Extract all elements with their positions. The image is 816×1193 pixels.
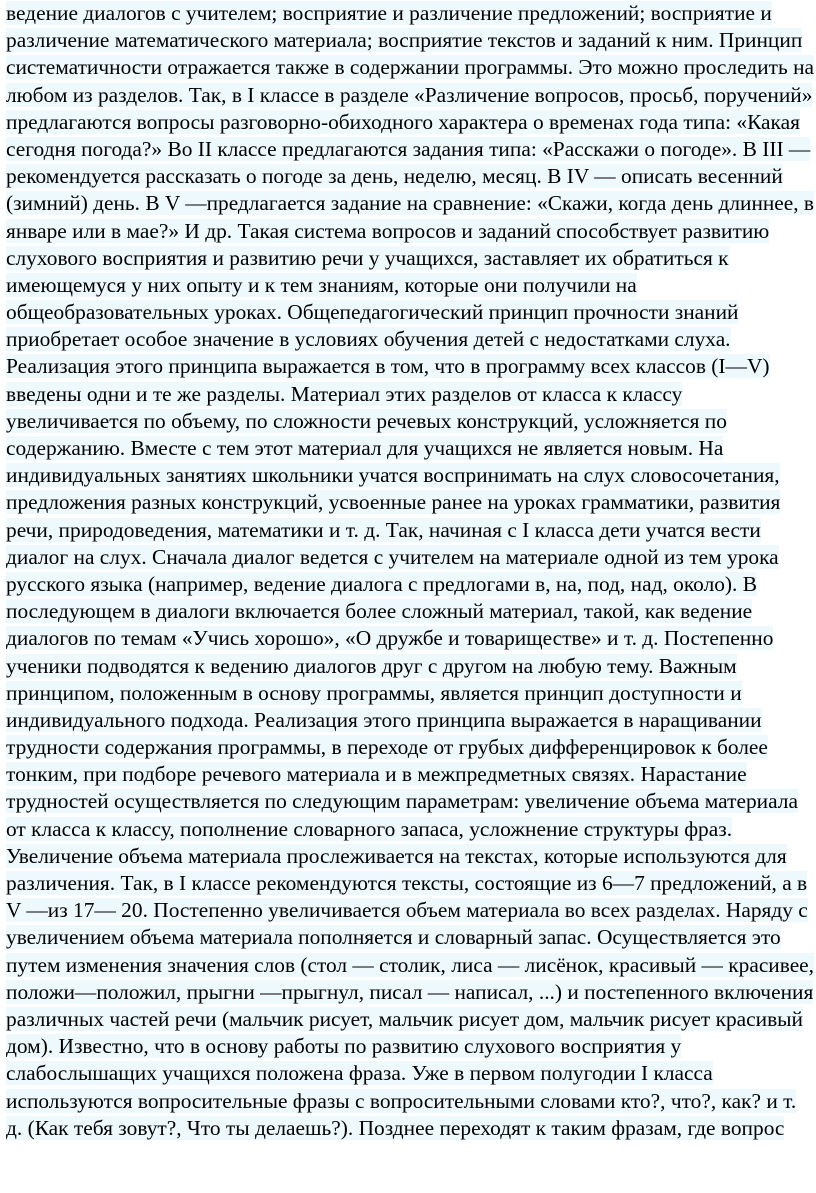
text-line: [6, 680, 814, 707]
text-line: [6, 952, 813, 979]
text-line-content: речи, природоведения, математики и т. д. Так, начиная с I класса дети учатся вести: [6, 517, 761, 542]
text-line-content: сегодня погода?» Во II классе предлагаются задания типа: «Расскажи о погоде». В III —: [6, 136, 811, 161]
text-line-content: тонким, при подборе речевого материала и в межпредметных связях. Нарастание: [6, 762, 747, 787]
text-line: [6, 326, 814, 353]
text-line: [6, 381, 814, 408]
text-line: [6, 707, 814, 734]
text-line: [6, 571, 814, 598]
text-line-content: январе или в мае?» И др. Такая система вопросов и заданий способствует развитию: [6, 218, 770, 243]
text-line: [6, 734, 814, 761]
text-line-content: диалогов по темам «Учись хорошо», «О дружбе и товариществе» и т. д. Постепенно: [6, 626, 774, 651]
text-line-content: различных частей речи (мальчик рисует, мальчик рисует дом, мальчик рисует красивый: [6, 1006, 804, 1031]
text-line: [6, 788, 814, 815]
text-line: [6, 245, 814, 272]
text-line: [6, 653, 814, 680]
text-line: [6, 897, 814, 924]
text-line: [6, 218, 814, 245]
text-line: [6, 109, 814, 136]
text-line-content: систематичности отражается также в содержании программы. Это можно проследить на: [6, 55, 815, 80]
text-line-content: ученики подводятся к ведению диалогов друг с другом на любую тему. Важным: [6, 653, 737, 678]
text-line-content: содержанию. Вместе с тем этот материал для учащихся не является новым. На: [6, 436, 724, 460]
text-line-content: дом). Известно, что в основу работы по развитию слухового восприятия у: [6, 1034, 682, 1059]
text-line: [6, 299, 814, 326]
text-line-content: трудностей осуществляется по следующим параметрам: увеличение объема материала: [6, 789, 798, 814]
text-line: [6, 843, 814, 870]
text-line-content: Увеличение объема материала прослеживается на текстах, которые используются для: [6, 843, 787, 868]
text-line: [6, 54, 814, 81]
text-line-content: индивидуальных занятиях школьники учатся воспринимать на слух словосочетания,: [6, 463, 780, 488]
text-line: [6, 353, 814, 380]
text-line: [6, 1060, 814, 1087]
text-line-content: Реализация этого принципа выражается в том, что в программу всех классов (I—V): [6, 354, 770, 379]
text-line-content: русского языка (например, ведение диалога с предлогами в, на, под, над, около). В: [6, 571, 758, 596]
text-line-content: имеющемуся у них опыту и к тем знаниям, которые они получили на: [6, 272, 637, 297]
text-line: [6, 1006, 814, 1033]
text-line-content: рекомендуется рассказать о погоде за день, неделю, месяц. В IV — описать весенний: [6, 164, 783, 189]
text-line: [6, 462, 814, 489]
text-line: [6, 1088, 814, 1115]
text-line-content: предложения разных конструкций, усвоенные ранее на уроках грамматики, развития: [6, 490, 781, 515]
text-line-content: д. (Как тебя зовут?, Что ты делаешь?). Позднее переходят к таким фразам, где вопрос: [6, 1115, 785, 1140]
text-line: [6, 1033, 814, 1060]
text-line: [6, 517, 814, 544]
text-line: [6, 27, 814, 54]
text-line: [6, 816, 814, 843]
text-line: [6, 163, 814, 190]
text-line-content: ведение диалогов с учителем; восприятие и различение предложений; восприятие и: [6, 1, 772, 25]
text-line: [6, 625, 814, 652]
text-line-content: (зимний) день. В V —предлагается задание на сравнение: «Скажи, когда день длиннее, в: [6, 191, 814, 216]
text-line-content: приобретает особое значение в условиях обучения детей с недостатками слуха.: [6, 327, 731, 352]
text-line-content: слабослышащих учащихся положена фраза. Уже в первом полугодии I класса: [6, 1061, 713, 1086]
text-line: [6, 598, 814, 625]
text-line: [6, 870, 814, 897]
text-line-content: используются вопросительные фразы с вопросительными словами кто?, что?, как? и т.: [6, 1088, 797, 1113]
text-line-content: последующем в диалоги включается более сложный материал, такой, как ведение: [6, 599, 753, 624]
text-line-content: введены одни и те же разделы. Материал этих разделов от класса к классу: [6, 381, 683, 406]
text-line: [6, 136, 814, 163]
text-line: [6, 272, 814, 299]
text-line-content: любом из разделов. Так, в I классе в разделе «Различение вопросов, просьб, поручений»: [6, 82, 813, 107]
text-line: [6, 544, 814, 571]
text-line-content: путем изменения значения слов (стол — столик, лиса — лисёнок, красивый — красивее,: [6, 952, 815, 977]
text-line: [6, 408, 814, 435]
text-line-content: принципом, положенным в основу программы, является принцип доступности и: [6, 680, 742, 705]
text-line-content: слухового восприятия и развитию речи у учащихся, заставляет их обратиться к: [6, 245, 729, 270]
text-line-content: от класса к классу, пополнение словарного запаса, усложнение структуры фраз.: [6, 816, 733, 841]
text-line-content: положи—положил, прыгни —прыгнул, писал — написал, ...) и постепенного включения: [6, 979, 814, 1004]
text-line-content: общеобразовательных уроках. Общепедагогический принцип прочности знаний: [6, 300, 739, 325]
text-line: [6, 82, 814, 109]
text-line: [6, 190, 812, 217]
text-line: [6, 489, 814, 516]
text-line-content: различения. Так, в I классе рекомендуются тексты, состоящие из 6—7 предложений, а в: [6, 871, 808, 895]
text-line-content: диалог на слух. Сначала диалог ведется с учителем на материале одной из тем урока: [6, 544, 779, 569]
text-line: [6, 761, 814, 788]
text-line: [6, 924, 814, 951]
text-line-content: различение математического материала; восприятие текстов и заданий к ним. Принцип: [6, 28, 803, 53]
text-line-content: увеличением объема материала пополняется и словарный запас. Осуществляется это: [6, 925, 781, 950]
text-line-content: трудности содержания программы, в переходе от грубых дифференцировок к более: [6, 735, 768, 760]
text-line: [6, 979, 814, 1006]
text-line-content: предлагаются вопросы разговорно-обиходного характера о временах года типа: «Какая: [6, 109, 800, 134]
text-line: [6, 435, 814, 462]
text-line-content: V —из 17— 20. Постепенно увеличивается объем материала во всех разделах. Наряду с: [6, 898, 808, 923]
text-line: [6, 1115, 814, 1142]
text-line: [6, 0, 814, 27]
document-text: [6, 0, 814, 1142]
text-line-content: увеличивается по объему, по сложности речевых конструкций, усложняется по: [6, 408, 727, 433]
text-line-content: индивидуального подхода. Реализация этого принципа выражается в наращивании: [6, 707, 762, 732]
